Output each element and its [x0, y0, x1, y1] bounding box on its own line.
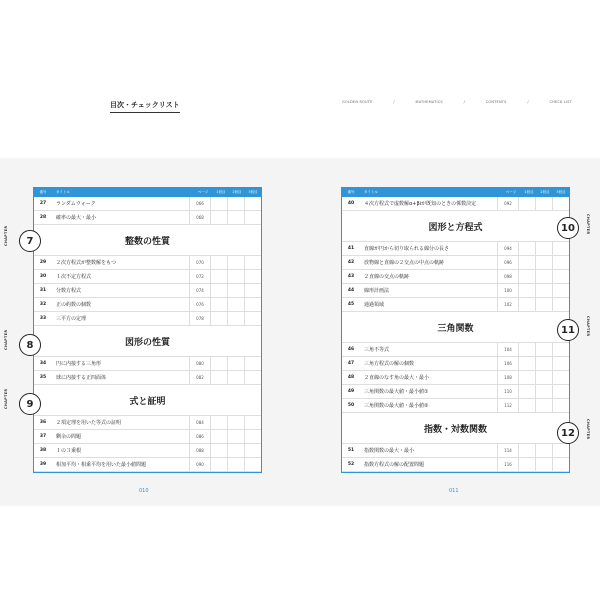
table-row: [34, 197, 261, 211]
row-title: ランダムウォーク: [56, 201, 96, 207]
row-number: 40: [347, 201, 355, 206]
check-box-1[interactable]: [518, 444, 535, 457]
check-box-3[interactable]: [244, 430, 261, 443]
check-box-3[interactable]: [552, 242, 569, 255]
check-box-1[interactable]: [210, 284, 227, 297]
table-row: [34, 371, 261, 385]
row-number: 28: [39, 215, 47, 220]
row-page: 082: [189, 371, 210, 384]
chapter-label: CHAPTER: [4, 225, 8, 246]
check-box-3[interactable]: [244, 197, 261, 210]
table-row: [34, 416, 261, 430]
chapter-title: 整数の性質: [34, 225, 261, 256]
row-number: 47: [347, 361, 355, 366]
row-title: 三角方程式の解の個数: [364, 361, 415, 367]
check-box-2[interactable]: [227, 357, 244, 370]
row-number: 49: [347, 389, 355, 394]
check-box-2[interactable]: [535, 284, 552, 297]
row-page: 102: [497, 298, 518, 311]
check-box-1[interactable]: [518, 371, 535, 384]
check-box-1[interactable]: [518, 385, 535, 398]
row-number: 50: [347, 403, 355, 408]
row-number: 38: [39, 448, 47, 453]
row-title: ２直線の交点の軌跡: [364, 274, 410, 280]
row-page: 090: [189, 458, 210, 471]
table-header: [34, 188, 261, 197]
row-page: 074: [189, 284, 210, 297]
row-number: 41: [347, 246, 355, 251]
table-row: [34, 458, 261, 472]
check-box-1[interactable]: [210, 416, 227, 429]
row-page: 096: [497, 256, 518, 269]
chapter-title: 図形の性質: [34, 326, 261, 357]
check-box-3[interactable]: [552, 371, 569, 384]
row-group: [342, 242, 569, 312]
check-box-1[interactable]: [210, 270, 227, 283]
check-box-3[interactable]: [244, 312, 261, 325]
check-box-1[interactable]: [518, 343, 535, 356]
nav-separator: /: [463, 100, 465, 104]
check-box-2[interactable]: [535, 343, 552, 356]
row-title: 剰余の問題: [56, 434, 82, 440]
check-box-2[interactable]: [227, 211, 244, 224]
table-row: [34, 284, 261, 298]
col-title: タイトル: [364, 190, 378, 194]
row-page: 094: [497, 242, 518, 255]
check-box-1[interactable]: [210, 312, 227, 325]
check-box-3[interactable]: [244, 284, 261, 297]
title-underline: [110, 112, 180, 113]
row-number: 32: [39, 302, 47, 307]
row-number: 31: [39, 288, 47, 293]
checklist-table-left: [33, 187, 262, 473]
check-box-2[interactable]: [535, 371, 552, 384]
nav-mathematics[interactable]: MATHEMATICS: [415, 100, 443, 104]
check-box-3[interactable]: [552, 458, 569, 471]
check-box-1[interactable]: [518, 458, 535, 471]
row-group: [342, 343, 569, 413]
row-title: 確率の最大・最小: [56, 215, 97, 221]
check-box-2[interactable]: [227, 270, 244, 283]
row-page: 100: [497, 284, 518, 297]
col-check-2: 2回目: [232, 190, 242, 194]
chapter-number-badge: 12: [557, 422, 579, 444]
col-check-3: 3回目: [248, 190, 258, 194]
check-box-1[interactable]: [518, 357, 535, 370]
row-title: 指数関数の最大・最小: [364, 448, 415, 454]
row-group: [342, 444, 569, 472]
table-row: [342, 385, 569, 399]
row-page: 084: [189, 416, 210, 429]
row-title: 直線が円から切り取られる線分の長さ: [364, 246, 450, 252]
check-box-2[interactable]: [227, 298, 244, 311]
row-number: 35: [39, 375, 47, 380]
check-box-2[interactable]: [535, 458, 552, 471]
row-page: 068: [189, 211, 210, 224]
col-check-3: 3回目: [556, 190, 566, 194]
table-row: [34, 256, 261, 270]
row-page: 086: [189, 430, 210, 443]
table-row: [34, 270, 261, 284]
row-group: [34, 256, 261, 326]
row-title: 三角関数の最大値・最小値①: [364, 389, 429, 395]
nav-separator: /: [393, 100, 395, 104]
top-area: [0, 0, 600, 158]
row-group: [34, 197, 261, 225]
row-page: 070: [189, 256, 210, 269]
row-title: 円に内接する三角形: [56, 361, 102, 367]
row-number: 51: [347, 448, 355, 453]
check-box-2[interactable]: [227, 444, 244, 457]
row-title: ２項定理を用いた等式の証明: [56, 420, 122, 426]
table-row: [34, 312, 261, 326]
table-row: [342, 371, 569, 385]
nav-check-list[interactable]: CHECK LIST: [549, 100, 572, 104]
check-box-3[interactable]: [244, 211, 261, 224]
col-page: ページ: [197, 190, 209, 194]
check-box-1[interactable]: [210, 371, 227, 384]
row-page: 106: [497, 357, 518, 370]
chapter-label: CHAPTER: [586, 214, 590, 235]
row-number: 44: [347, 288, 355, 293]
check-box-2[interactable]: [227, 312, 244, 325]
table-row: [342, 256, 569, 270]
check-box-2[interactable]: [227, 416, 244, 429]
nav-contents[interactable]: CONTENTS: [485, 100, 507, 104]
page-title: 目次・チェックリスト: [110, 101, 180, 109]
check-box-2[interactable]: [535, 256, 552, 269]
check-box-1[interactable]: [210, 211, 227, 224]
col-check-1: 1回目: [216, 190, 226, 194]
row-page: 108: [497, 371, 518, 384]
row-title: 線形計画法: [364, 288, 390, 294]
check-box-3[interactable]: [552, 343, 569, 356]
row-group: [342, 197, 569, 211]
chapter-number-badge: 7: [19, 230, 41, 252]
check-box-2[interactable]: [227, 458, 244, 471]
row-title: 三角不等式: [364, 347, 390, 353]
check-box-2[interactable]: [535, 242, 552, 255]
row-number: 39: [39, 462, 47, 467]
check-box-2[interactable]: [535, 399, 552, 412]
chapter-title: 図形と方程式: [342, 211, 569, 242]
col-page: ページ: [505, 190, 517, 194]
row-number: 27: [39, 201, 47, 206]
row-number: 30: [39, 274, 47, 279]
check-box-2[interactable]: [227, 430, 244, 443]
row-page: 116: [497, 458, 518, 471]
chapter-title: 式と証明: [34, 385, 261, 416]
row-number: 37: [39, 434, 47, 439]
check-box-1[interactable]: [210, 256, 227, 269]
check-box-3[interactable]: [552, 385, 569, 398]
check-box-1[interactable]: [518, 284, 535, 297]
row-title: 分数方程式: [56, 288, 82, 294]
table-row: [342, 444, 569, 458]
table-row: [342, 399, 569, 413]
table-row: [342, 298, 569, 312]
check-box-3[interactable]: [552, 197, 569, 210]
check-box-1[interactable]: [518, 242, 535, 255]
check-box-3[interactable]: [244, 357, 261, 370]
table-row: [34, 211, 261, 225]
check-box-3[interactable]: [552, 270, 569, 283]
check-box-2[interactable]: [535, 270, 552, 283]
check-box-1[interactable]: [210, 458, 227, 471]
row-number: 42: [347, 260, 355, 265]
check-box-2[interactable]: [535, 357, 552, 370]
row-number: 34: [39, 361, 47, 366]
row-number: 45: [347, 302, 355, 307]
row-title: １の３乗根: [56, 448, 82, 454]
chapter-label: CHAPTER: [586, 316, 590, 337]
table-row: [342, 242, 569, 256]
row-group: [34, 357, 261, 385]
row-page: 076: [189, 298, 210, 311]
table-row: [34, 444, 261, 458]
row-number: 52: [347, 462, 355, 467]
check-box-1[interactable]: [518, 399, 535, 412]
row-page: 078: [189, 312, 210, 325]
chapter-label: CHAPTER: [4, 388, 8, 409]
row-title: 相加平均・相乗平均を用いた最小値問題: [56, 462, 147, 468]
row-title: 通過領域: [364, 302, 385, 308]
check-box-2[interactable]: [535, 197, 552, 210]
table-row: [342, 270, 569, 284]
row-page: 104: [497, 343, 518, 356]
row-page: 088: [189, 444, 210, 457]
check-box-2[interactable]: [535, 444, 552, 457]
page-number: 011: [449, 488, 459, 494]
row-title: 正の約数の個数: [56, 302, 92, 308]
check-box-3[interactable]: [244, 444, 261, 457]
row-page: 092: [497, 197, 518, 210]
row-number: 29: [39, 260, 47, 265]
nav-golden-route[interactable]: GOLDEN ROUTE: [342, 100, 373, 104]
table-header: [342, 188, 569, 197]
row-title: 指数方程式の解の配置問題: [364, 462, 425, 468]
row-page: 098: [497, 270, 518, 283]
check-box-3[interactable]: [552, 357, 569, 370]
check-box-1[interactable]: [210, 357, 227, 370]
table-row: [342, 357, 569, 371]
check-box-1[interactable]: [518, 256, 535, 269]
check-box-1[interactable]: [210, 430, 227, 443]
row-number: 33: [39, 316, 47, 321]
check-box-3[interactable]: [244, 298, 261, 311]
check-box-1[interactable]: [518, 197, 535, 210]
chapter-label: CHAPTER: [586, 419, 590, 440]
check-box-3[interactable]: [244, 458, 261, 471]
check-box-1[interactable]: [210, 444, 227, 457]
row-number: 43: [347, 274, 355, 279]
row-number: 36: [39, 420, 47, 425]
chapter-number-badge: 10: [557, 217, 579, 239]
check-box-1[interactable]: [210, 298, 227, 311]
nav-separator: /: [527, 100, 529, 104]
check-box-3[interactable]: [552, 444, 569, 457]
check-box-3[interactable]: [552, 284, 569, 297]
col-title: タイトル: [56, 190, 70, 194]
check-box-3[interactable]: [244, 270, 261, 283]
col-num: 番号: [347, 190, 355, 194]
table-row: [342, 284, 569, 298]
row-page: 080: [189, 357, 210, 370]
check-box-3[interactable]: [244, 416, 261, 429]
table-row: [342, 458, 569, 472]
table-row: [34, 298, 261, 312]
check-box-2[interactable]: [227, 256, 244, 269]
check-box-1[interactable]: [518, 270, 535, 283]
chapter-title: 指数・対数関数: [342, 413, 569, 444]
check-box-3[interactable]: [552, 298, 569, 311]
table-row: [34, 430, 261, 444]
breadcrumb-nav: [342, 100, 572, 104]
row-title: 放物線と直線の２交点の中点の軌跡: [364, 260, 445, 266]
row-title: 球に内接する正四面体: [56, 375, 107, 381]
col-check-1: 1回目: [524, 190, 534, 194]
check-box-2[interactable]: [535, 298, 552, 311]
table-row: [34, 357, 261, 371]
row-number: 48: [347, 375, 355, 380]
check-box-3[interactable]: [552, 256, 569, 269]
col-num: 番号: [39, 190, 47, 194]
row-page: 114: [497, 444, 518, 457]
row-title: ４次方程式で虚数解α+βiが既知のときの係数決定: [364, 201, 477, 207]
check-box-2[interactable]: [227, 284, 244, 297]
chapter-number-badge: 9: [19, 393, 41, 415]
row-number: 46: [347, 347, 355, 352]
check-box-2[interactable]: [535, 385, 552, 398]
chapter-number-badge: 11: [557, 319, 579, 341]
row-title: ２直線のなす角の最大・最小: [364, 375, 430, 381]
check-box-1[interactable]: [518, 298, 535, 311]
chapter-number-badge: 8: [19, 334, 41, 356]
chapter-label: CHAPTER: [4, 329, 8, 350]
page-number: 010: [139, 488, 149, 494]
row-group: [34, 416, 261, 472]
row-page: 066: [189, 197, 210, 210]
checklist-table-right: [341, 187, 570, 473]
row-title: 三平方の定理: [56, 316, 87, 322]
table-row: [342, 197, 569, 211]
check-box-3[interactable]: [244, 256, 261, 269]
row-title: ２次方程式が整数解をもつ: [56, 260, 117, 266]
row-page: 072: [189, 270, 210, 283]
col-check-2: 2回目: [540, 190, 550, 194]
check-box-2[interactable]: [227, 371, 244, 384]
check-box-2[interactable]: [227, 197, 244, 210]
check-box-1[interactable]: [210, 197, 227, 210]
row-page: 112: [497, 399, 518, 412]
check-box-3[interactable]: [552, 399, 569, 412]
row-title: １次不定方程式: [56, 274, 92, 280]
chapter-title: 三角関数: [342, 312, 569, 343]
table-row: [342, 343, 569, 357]
check-box-3[interactable]: [244, 371, 261, 384]
row-page: 110: [497, 385, 518, 398]
row-title: 三角関数の最大値・最小値②: [364, 403, 429, 409]
